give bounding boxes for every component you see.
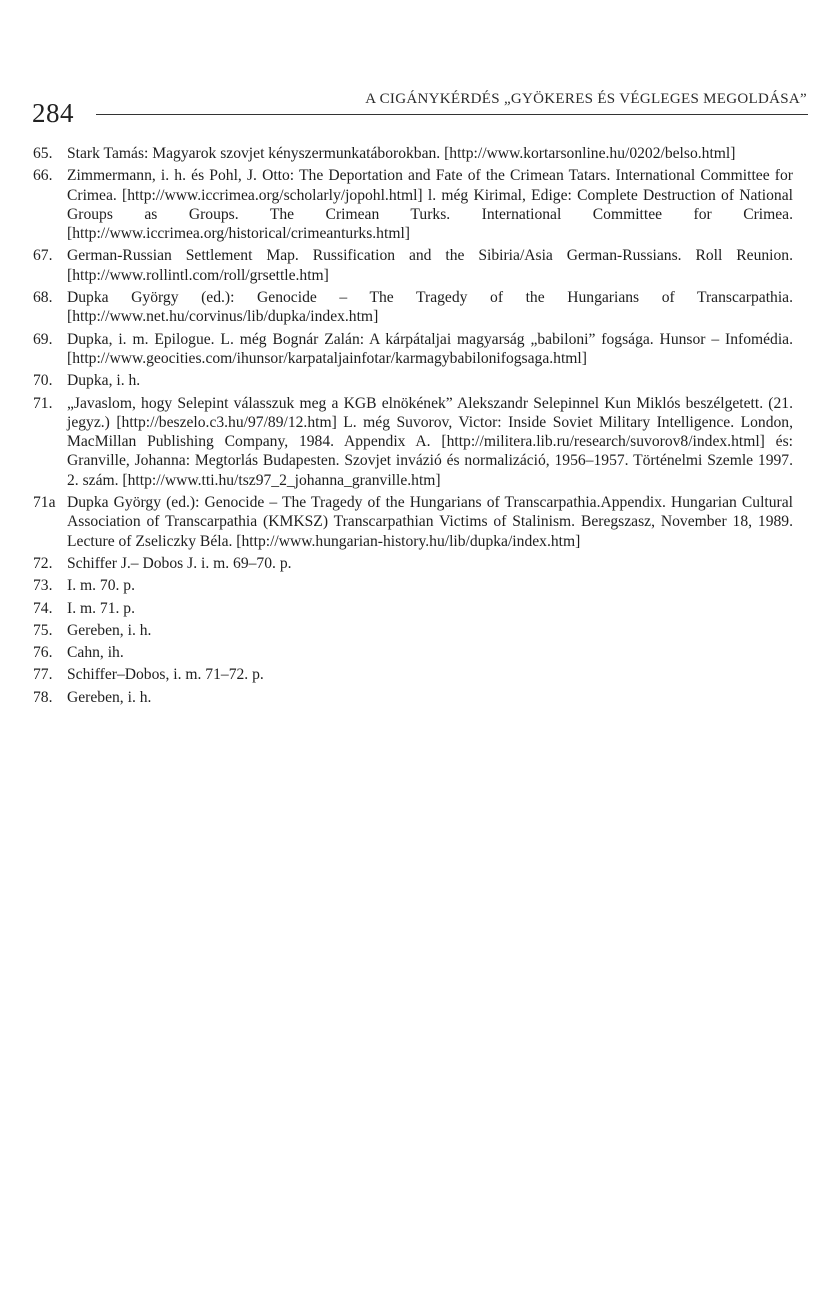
- endnote-75: [33, 621, 793, 640]
- endnote-text: Schiffer J.– Dobos J. i. m. 69–70. p.: [67, 554, 292, 572]
- endnote-71: [33, 394, 793, 490]
- endnote-number: 69.: [33, 330, 53, 348]
- endnote-text: „Javaslom, hogy Selepint válasszuk meg a KGB elnökének” Alekszandr Selepinnel Kun Miklós beszélgetett. (21. jegyz.) [http://beszelo.c3.hu/97/89/12.htm] L. még Suvorov, Victor: Inside Soviet Military Intelligence. London, MacMillan Publishing Company, 1984. Appendix A. [http://militera.lib.ru/research/suvorov8/index.html] és: Granville, Johanna: Megtorlás Budapesten. Szovjet invázió és normalizáció, 1956–1957. Történelmi Szemle 1997. 2. szám. [http://www.tti.hu/tsz97_2_johanna_granville.htm]: [67, 394, 793, 489]
- endnote-number: 74.: [33, 599, 53, 617]
- endnote-77: [33, 665, 793, 684]
- endnote-text: Schiffer–Dobos, i. m. 71–72. p.: [67, 666, 264, 684]
- endnote-text: Dupka, i. m. Epilogue. L. még Bognár Zalán: A kárpátaljai magyarság „babiloni” fogsága. Hunsor – Infomédia. [http://www.geocities.com/ihunsor/karpataljainfotar/karmagybabilonifogsaga.html]: [67, 330, 793, 367]
- endnote-number: 71a: [33, 494, 56, 512]
- endnote-69: [33, 330, 793, 369]
- endnote-66: [33, 166, 793, 243]
- endnote-number: 77.: [33, 666, 53, 684]
- header-rule: [96, 114, 808, 115]
- endnote-number: 67.: [33, 247, 53, 265]
- endnote-number: 75.: [33, 621, 53, 639]
- page-number: 284: [32, 98, 74, 128]
- endnote-text: I. m. 71. p.: [67, 599, 136, 617]
- endnote-71a: [33, 493, 793, 551]
- endnote-74: [33, 599, 793, 618]
- endnote-number: 76.: [33, 644, 53, 662]
- endnote-number: 65.: [33, 145, 53, 162]
- endnote-text: Cahn, ih.: [67, 644, 124, 662]
- endnote-text: Stark Tamás: Magyarok szovjet kényszermunkatáborokban. [http://www.kortarsonline.hu/0202/belso.html]: [67, 145, 736, 162]
- endnote-text: Zimmermann, i. h. és Pohl, J. Otto: The Deportation and Fate of the Crimean Tatars. International Committee for Crimea. [http://www.iccrimea.org/scholarly/jopohl.html] l. még Kirimal, Edige: Complete Destruction of National Groups as Groups. The Crimean Turks. International Committee for Crimea. [http://www.iccrimea.org/historical/crimeanturks.html]: [67, 167, 793, 243]
- endnote-text: I. m. 70. p.: [67, 577, 136, 595]
- endnote-76: [33, 643, 793, 662]
- endnote-68: [33, 288, 793, 327]
- endnote-72: [33, 554, 793, 573]
- endnote-text: Dupka György (ed.): Genocide – The Tragedy of the Hungarians of Transcarpathia. [http://www.net.hu/corvinus/lib/dupka/index.htm]: [67, 289, 793, 326]
- endnote-number: 78.: [33, 688, 53, 706]
- endnote-78: [33, 688, 793, 707]
- endnote-text: Gereben, i. h.: [67, 688, 152, 706]
- endnote-text: German-Russian Settlement Map. Russification and the Sibiria/Asia German-Russians. Roll Reunion. [http://www.rollintl.com/roll/grsettle.htm]: [67, 247, 793, 284]
- endnote-number: 71.: [33, 394, 53, 412]
- endnote-70: [33, 371, 793, 390]
- endnote-number: 70.: [33, 372, 53, 390]
- endnote-text: Dupka György (ed.): Genocide – The Tragedy of the Hungarians of Transcarpathia.Appendix. Hungarian Cultural Association of Transcarpathia (KMKSZ) Transcarpathian Victims of Stalinism. Beregszasz, November 18, 1989. Lecture of Zseliczky Béla. [http://www.hungarian-history.hu/lib/dupka/index.htm]: [67, 494, 793, 550]
- endnote-number: 68.: [33, 289, 53, 307]
- endnotes-list: [33, 144, 793, 710]
- endnote-number: 66.: [33, 167, 53, 185]
- endnote-67: [33, 246, 793, 285]
- endnote-73: [33, 576, 793, 595]
- endnote-number: 72.: [33, 554, 53, 572]
- endnote-text: Dupka, i. h.: [67, 372, 141, 390]
- running-title: A CIGÁNYKÉRDÉS „GYÖKERES ÉS VÉGLEGES MEGOLDÁSA”: [365, 91, 807, 107]
- endnote-65: [33, 144, 793, 163]
- endnote-number: 73.: [33, 577, 53, 595]
- endnote-text: Gereben, i. h.: [67, 621, 152, 639]
